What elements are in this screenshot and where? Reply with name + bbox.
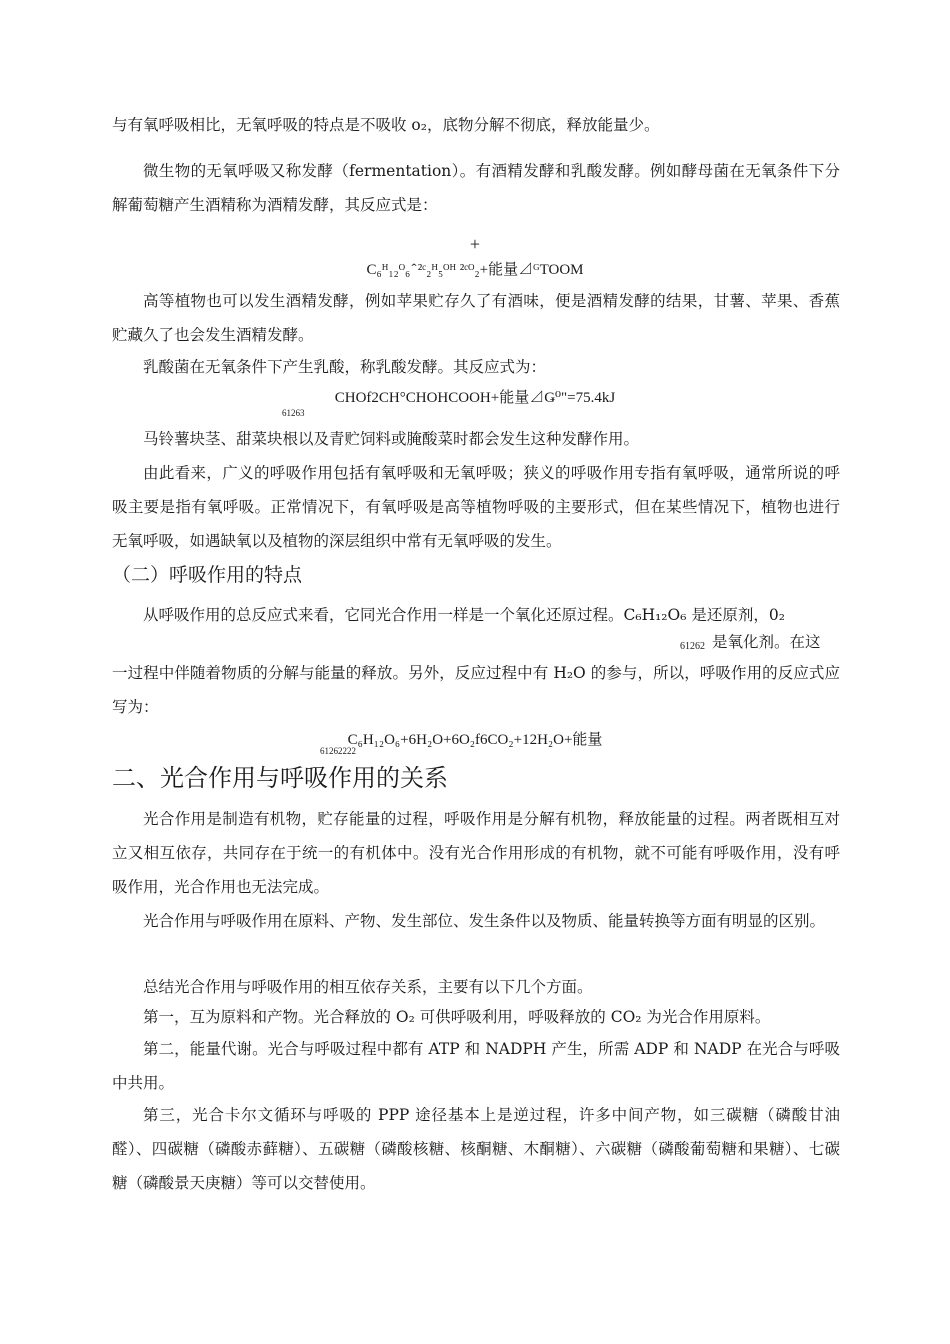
paragraph-potato-beet: 马铃薯块茎、甜菜块根以及青贮饲料或腌酸菜时都会发生这种发酵作用。 xyxy=(143,430,640,448)
paragraph-plant-alcohol-fermentation: 高等植物也可以发生酒精发酵，例如苹果贮存久了有酒味，便是酒精发酵的结果，甘薯、苹果、香蕉贮藏久了也会发生酒精发酵。 xyxy=(112,292,840,344)
equation-plus-sign: + xyxy=(469,234,481,254)
paragraph-redox-process: 从呼吸作用的总反应式来看，它同光合作用一样是一个氧化还原过程。C₆H₁₂O₆ 是还原剂，0₂ xyxy=(143,606,785,624)
paragraph-broad-narrow-respiration: 由此看来，广义的呼吸作用包括有氧呼吸和无氧呼吸；狭义的呼吸作用专指有氧呼吸，通常所说的呼吸主要是指有氧呼吸。正常情况下，有氧呼吸是高等植物呼吸的主要形式，但在某些情况下，植物也进行无氧呼吸，如遇缺氧以及植物的深层组织中常有无氧呼吸的发生。 xyxy=(112,464,840,550)
equation-alcohol-fermentation: C₆ᴴ₁₂ᴼ₆ ̂ ²ᶜ₂ᴴ₅ᴼᴴ ²ᶜᴼ₂+能量⊿ᴳTOOM xyxy=(366,262,584,278)
subscript-label: 61262 xyxy=(680,641,705,652)
paragraph-anaerobic-comparison: 与有氧呼吸相比，无氧呼吸的特点是不吸收 o₂，底物分解不彻底，释放能量少。 xyxy=(112,116,660,134)
paragraph-point-two: 第二，能量代谢。光合与呼吸过程中都有 ATP 和 NADPH 产生，所需 ADP 和 NADP 在光合与呼吸中共用。 xyxy=(112,1040,840,1092)
equation-lactic-fermentation: CHOf2CH°CHOHCOOH+能量⊿Ǥ⁰"=75.4kJ xyxy=(334,390,616,406)
paragraph-photosynthesis-vs-respiration: 光合作用是制造有机物，贮存能量的过程，呼吸作用是分解有机物，释放能量的过程。两者既相互对立又相互依存，共同存在于统一的有机体中。没有光合作用形成的有机物，就不可能有呼吸作用，没有呼吸作用，光合作用也无法完成。 xyxy=(112,810,840,896)
equation-respiration-total: C₆H₁₂O₆+6H₂O+6O₂f6CO₂+12H₂O+能量 xyxy=(347,732,603,748)
paragraph-differences: 光合作用与呼吸作用在原料、产物、发生部位、发生条件以及物质、能量转换等方面有明显的区别。 xyxy=(143,912,826,930)
paragraph-lactic-fermentation: 乳酸菌在无氧条件下产生乳酸，称乳酸发酵。其反应式为： xyxy=(143,358,547,376)
paragraph-point-three: 第三，光合卡尔文循环与呼吸的 PPP 途径基本上是逆过程，许多中间产物，如三碳糖（磷酸甘油醛）、四碳糖（磷酸赤藓糖）、五碳糖（磷酸核糖、核酮糖、木酮糖）、六碳糖（磷酸葡萄糖和果糖）、七碳糖（磷酸景天庚糖）等可以交替使用。 xyxy=(112,1106,840,1192)
equation-subscript-label-2: 61262222 xyxy=(320,746,356,756)
paragraph-fermentation-intro: 微生物的无氧呼吸又称发酵（fermentation）。有酒精发酵和乳酸发酵。例如酵母菌在无氧条件下分解葡萄糖产生酒精称为酒精发酵，其反应式是： xyxy=(112,162,840,214)
section-heading-respiration-features: （二）呼吸作用的特点 xyxy=(112,564,303,586)
paragraph-point-one: 第一，互为原料和产物。光合释放的 O₂ 可供呼吸利用，呼吸释放的 CO₂ 为光合作用原料。 xyxy=(143,1008,771,1026)
paragraph-redox-continued: 是氧化剂。在这 xyxy=(712,633,821,651)
paragraph-summary: 总结光合作用与呼吸作用的相互依存关系，主要有以下几个方面。 xyxy=(143,978,593,996)
paragraph-energy-release: 一过程中伴随着物质的分解与能量的释放。另外，反应过程中有 H₂O 的参与，所以，呼吸作用的反应式应写为： xyxy=(112,664,840,716)
section-heading-photosynthesis-respiration: 二、光合作用与呼吸作用的关系 xyxy=(112,764,448,792)
equation-subscript-label: 61263 xyxy=(282,408,305,418)
